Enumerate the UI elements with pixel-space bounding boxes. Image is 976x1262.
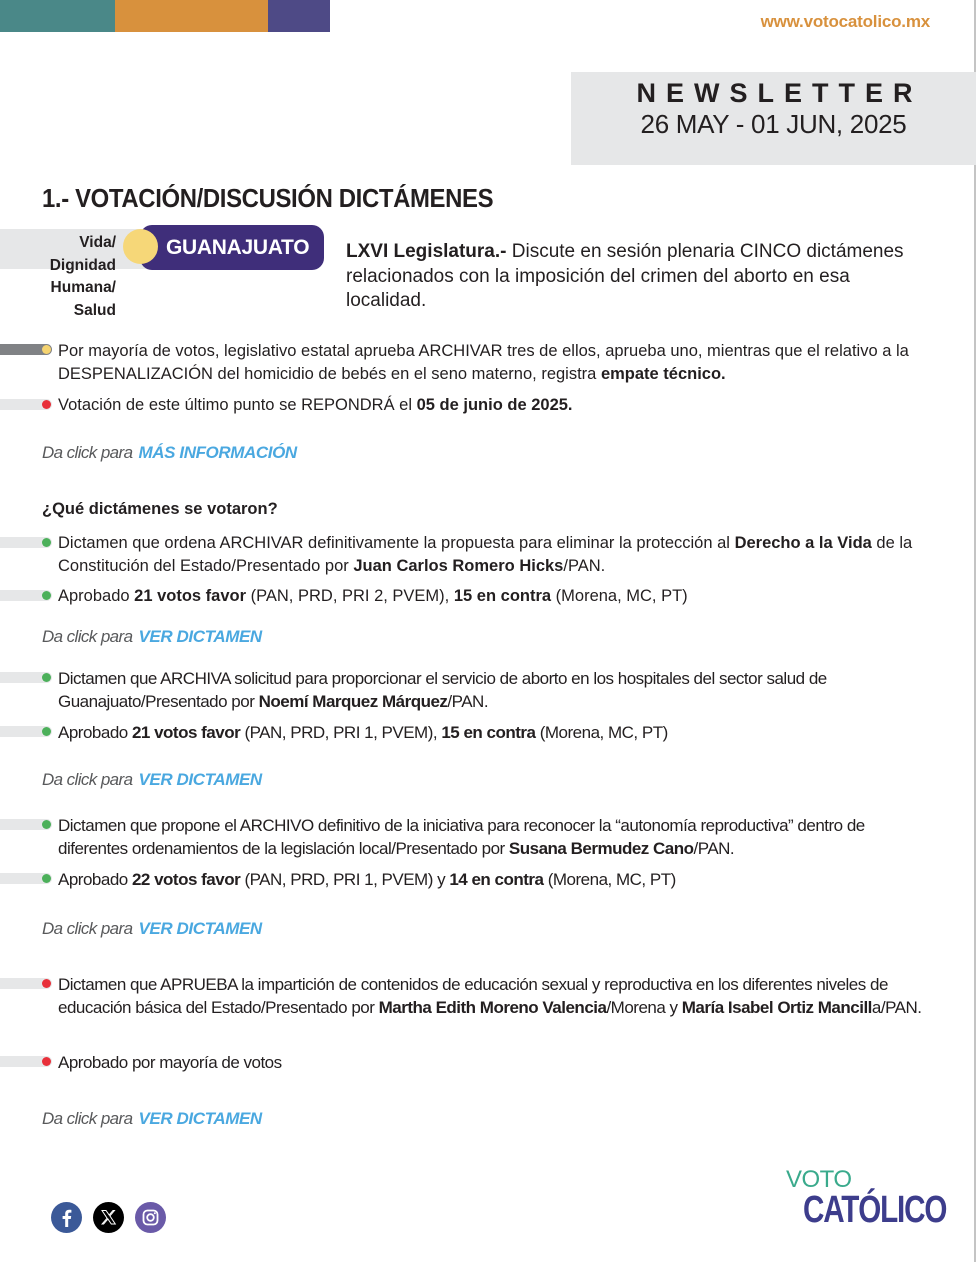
intro-bold: LXVI Legislatura.- [346, 241, 507, 262]
ver-dictamen-line [42, 1109, 262, 1129]
bullet-dot-icon [42, 400, 51, 409]
click-prefix: Da click para [42, 770, 133, 789]
bullet-dot-icon [42, 874, 51, 883]
ver-dictamen-link[interactable]: VER DICTAMEN [138, 919, 262, 938]
text-segment: /PAN. [563, 557, 606, 575]
bold-text: Derecho a la Vida [734, 534, 872, 552]
bold-text: 21 votos favor [134, 587, 247, 605]
x-icon[interactable] [93, 1202, 124, 1233]
dictamen-result-text [58, 868, 930, 891]
click-prefix: Da click para [42, 627, 133, 646]
more-info-link[interactable]: MÁS INFORMACIÓN [138, 443, 297, 462]
bullet-dot-icon [42, 591, 51, 600]
bullet-dot-icon [42, 673, 51, 682]
bullet-dot-icon [42, 538, 51, 547]
summary-text [58, 394, 930, 417]
bold-text: Susana Bermudez Cano [508, 839, 694, 858]
social-links [51, 1202, 166, 1233]
text-segment: (Morena, MC, PT) [535, 723, 668, 742]
ver-dictamen-link[interactable]: VER DICTAMEN [138, 627, 262, 646]
text-segment: (PAN, PRD, PRI 2, PVEM), [246, 587, 454, 605]
topic-line: Dignidad [49, 256, 116, 274]
text-segment: (Morena, MC, PT) [543, 870, 676, 889]
bold-text: 21 votos favor [131, 723, 241, 742]
facebook-icon[interactable] [51, 1202, 82, 1233]
ver-dictamen-line [42, 770, 262, 790]
bold-text: Noemí Marquez Márquez [258, 692, 448, 711]
dictamen-description [58, 814, 930, 860]
text-segment: Aprobado [58, 587, 135, 605]
click-prefix: Da click para [42, 443, 133, 462]
bullet-dot-icon [42, 820, 51, 829]
text-segment: (Morena, MC, PT) [551, 587, 688, 605]
click-prefix: Da click para [42, 919, 133, 938]
more-info-line [42, 443, 297, 463]
bullet-dot-icon [42, 345, 51, 354]
color-strip-orange [115, 0, 268, 32]
text-segment: /PAN. [447, 692, 489, 711]
instagram-icon[interactable] [135, 1202, 166, 1233]
text-segment: Aprobado [58, 870, 132, 889]
text-segment: (PAN, PRD, PRI 1, PVEM) y [240, 870, 450, 889]
dictamen-result-text [58, 585, 930, 608]
text-segment: Dictamen que APRUEBA la impartición de contenidos de educación sexual y reproductiva en los diferentes niveles de educación básica del Estado/Presentado por [58, 975, 888, 1017]
section-title: 1.- VOTACIÓN/DISCUSIÓN DICTÁMENES [42, 183, 494, 213]
intro-paragraph [346, 240, 906, 314]
logo-catolico-text: CATÓLICO [803, 1189, 947, 1231]
bold-text: Juan Carlos Romero Hicks [353, 557, 564, 575]
color-strip-teal [0, 0, 115, 32]
topic-label [0, 232, 116, 322]
intro-text: Discute en sesión plenaria CINCO dictámenes relacionados con la imposición del crimen del aborto en esa localidad. [346, 241, 904, 311]
ver-dictamen-link[interactable]: VER DICTAMEN [138, 770, 262, 789]
text-segment: Dictamen que propone el ARCHIVO definitivo de la iniciativa para reconocer la “autonomía reproductiva” dentro de diferentes ordenamientos de la legislación local/Presentado por [58, 816, 865, 858]
bold-text: empate técnico. [600, 365, 726, 383]
text-segment: Por mayoría de votos, legislativo estatal aprueba ARCHIVAR tres de ellos, aprueba uno, mientras que el relativo a la DESPENALIZACIÓN del homicidio de bebés en el seno materno, registra [58, 342, 909, 383]
ver-dictamen-line [42, 627, 262, 647]
voto-catolico-logo [786, 1166, 976, 1231]
topic-line: Vida/ [79, 234, 116, 251]
text-segment: Votación de este último punto se REPONDRÁ el [58, 396, 417, 414]
ver-dictamen-line [42, 919, 262, 939]
text-segment: Dictamen que ordena ARCHIVAR definitivamente la propuesta para eliminar la protección al [58, 534, 735, 552]
newsletter-dates: 26 MAY - 01 JUN, 2025 [640, 109, 907, 139]
dictamen-result-text [58, 721, 930, 744]
topic-line: Salud [73, 301, 116, 319]
bold-text: 14 en contra [449, 870, 544, 889]
text-segment: de la Constitución del Estado/Presentado por [58, 534, 913, 575]
click-prefix: Da click para [42, 1109, 133, 1128]
state-dot-icon [123, 229, 158, 264]
text-segment: /PAN. [693, 839, 735, 858]
bold-text: María Isabel Ortiz Mancill [681, 998, 872, 1017]
logo-voto-text: VOTO [786, 1166, 852, 1193]
bold-text: 05 de junio de 2025. [416, 396, 573, 414]
dictamen-result-text [58, 1051, 930, 1074]
bullet-dot-icon [42, 727, 51, 736]
topic-line: Humana/ [50, 279, 116, 296]
dictamen-description [58, 973, 930, 1019]
bold-text: 15 en contra [453, 587, 552, 605]
bullet-dot-icon [42, 1057, 51, 1066]
bullet-dot-icon [42, 979, 51, 988]
bold-text: 22 votos favor [131, 870, 241, 889]
text-segment: Aprobado por mayoría de votos [58, 1053, 282, 1072]
color-strip-purple [268, 0, 330, 32]
dictamenes-question: ¿Qué dictámenes se votaron? [42, 500, 278, 518]
text-segment: (PAN, PRD, PRI 1, PVEM), [240, 723, 442, 742]
text-segment: Dictamen que ARCHIVA solicitud para proporcionar el servicio de aborto en los hospitales del sector salud de Guanajuato/Presentado por [58, 669, 827, 711]
bold-text: Martha Edith Moreno Valencia [378, 998, 607, 1017]
website-link[interactable]: www.votocatolico.mx [760, 12, 930, 31]
ver-dictamen-link[interactable]: VER DICTAMEN [138, 1109, 262, 1128]
text-segment: a/PAN. [871, 998, 922, 1017]
text-segment: Aprobado [58, 723, 132, 742]
brand-color-strip [0, 0, 330, 32]
text-segment: /Morena y [606, 998, 682, 1017]
dictamen-description [58, 532, 930, 578]
newsletter-header-box [571, 72, 976, 165]
state-badge: GUANAJUATO [140, 225, 324, 270]
dictamen-description [58, 667, 930, 713]
newsletter-title: NEWSLETTER [636, 78, 923, 108]
bold-text: 15 en contra [441, 723, 536, 742]
summary-text [58, 340, 930, 386]
